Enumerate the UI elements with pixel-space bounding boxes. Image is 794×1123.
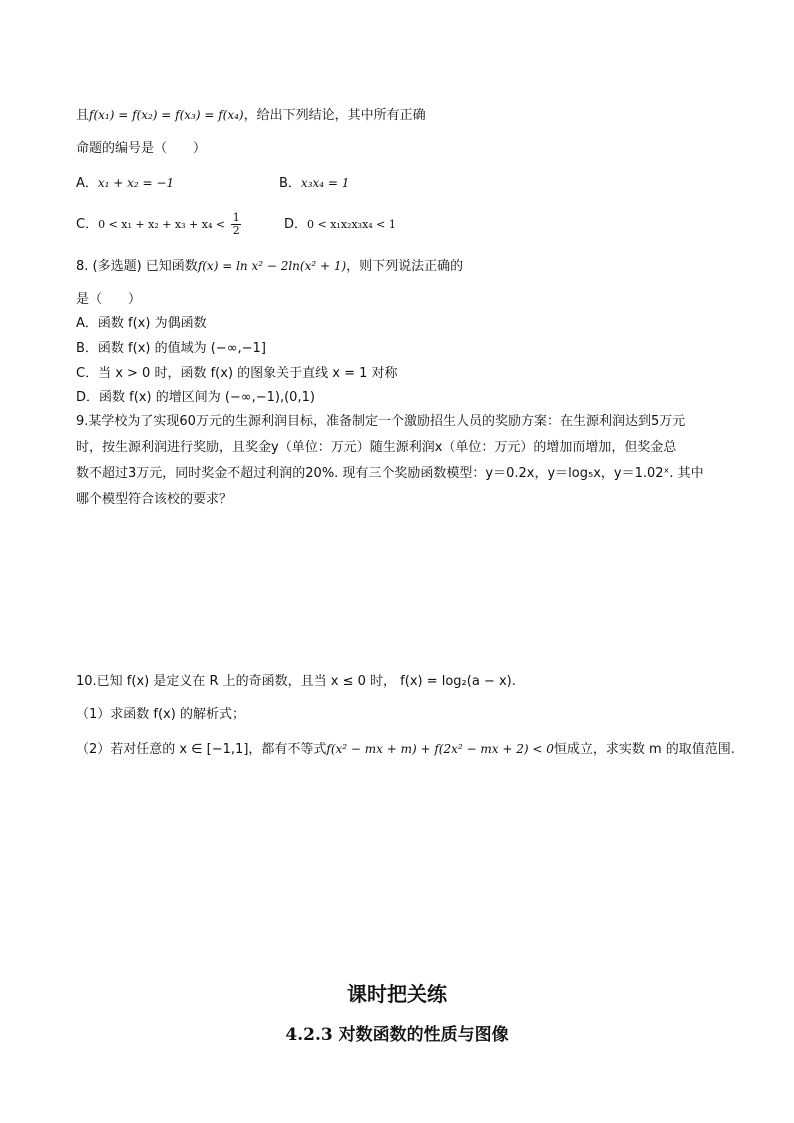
q7-option-c-math: 0 < x₁ + x₂ + x₃ + x₄ <	[98, 218, 226, 231]
q7-option-c-denominator: 2	[232, 224, 240, 237]
q7-option-c-label: C．	[76, 217, 99, 232]
q7-condition-suffix: ，给出下列结论，其中所有正确	[243, 108, 426, 123]
q8-option-d: D．函数 f(x) 的增区间为 (−∞,−1),(0,1)	[76, 390, 315, 405]
q8-stem	[76, 257, 463, 276]
q7-option-d-label: D．	[284, 217, 308, 232]
q7-option-c	[76, 212, 241, 237]
q7-option-b-math: x₃x₄ = 1	[300, 176, 350, 190]
q7-option-a-math: x₁ + x₂ = −1	[97, 176, 175, 190]
q7-line2: 命题的编号是（ ）	[76, 141, 207, 156]
q8-option-b: B．函数 f(x) 的值域为 (−∞,−1]	[76, 341, 266, 356]
q10-stem: 10.已知 f(x) 是定义在 R 上的奇函数，且当 x ≤ 0 时， f(x) = log₂(a − x).	[76, 674, 516, 689]
q7-option-d	[284, 216, 396, 234]
q10-part1: （1）求函数 f(x) 的解析式；	[76, 707, 245, 722]
q8-option-a: A．函数 f(x) 为偶函数	[76, 316, 207, 331]
q9-line4: 哪个模型符合该校的要求？	[76, 492, 233, 507]
q7-option-c-fraction	[231, 212, 241, 237]
q8-math: f(x) = ln x² − 2ln(x² + 1)	[197, 259, 347, 273]
q7-option-b-label: B．	[279, 176, 301, 191]
q7-condition-prefix: 且	[76, 108, 90, 123]
section-subtitle: 4.2.3 对数函数的性质与图像	[285, 1025, 509, 1045]
q10-part2-math: f(x² − mx + m) + f(2x² − mx + 2) < 0	[326, 742, 554, 756]
q7-option-b	[279, 174, 349, 193]
q7-option-d-math: 0 < x₁x₂x₃x₄ < 1	[307, 218, 396, 231]
q9-line3: 数不超过3万元，同时奖金不超过利润的20%. 现有三个奖励函数模型：y＝0.2x，y＝log₅x，y＝1.02ˣ. 其中	[76, 466, 704, 481]
q7-condition-line	[76, 106, 426, 125]
q7-condition-math: f(x₁) = f(x₂) = f(x₃) = f(x₄)	[89, 108, 244, 122]
q10-part2-suffix: 恒成立，求实数 m 的取值范围.	[553, 742, 735, 757]
q10-part2-prefix: （2）若对任意的 x ∈ [−1,1]，都有不等式	[76, 742, 327, 757]
q8-line2: 是（ ）	[76, 292, 142, 307]
q9-line2: 时，按生源利润进行奖励，且奖金y（单位：万元）随生源利润x（单位：万元）的增加而增加，但奖金总	[76, 440, 677, 455]
q9-line1: 9.某学校为了实现60万元的生源利润目标，准备制定一个激励招生人员的奖励方案：在生源利润达到5万元	[76, 414, 686, 429]
q8-suffix: ，则下列说法正确的	[346, 259, 464, 274]
q8-prefix: 8. (多选题) 已知函数	[76, 259, 198, 274]
q7-option-c-numerator: 1	[232, 211, 240, 224]
section-title: 课时把关练	[347, 982, 447, 1006]
q8-option-c: C．当 x > 0 时，函数 f(x) 的图象关于直线 x = 1 对称	[76, 366, 398, 381]
q7-option-a-label: A．	[76, 176, 98, 191]
q10-part2	[76, 740, 735, 759]
q7-option-a	[76, 174, 174, 193]
